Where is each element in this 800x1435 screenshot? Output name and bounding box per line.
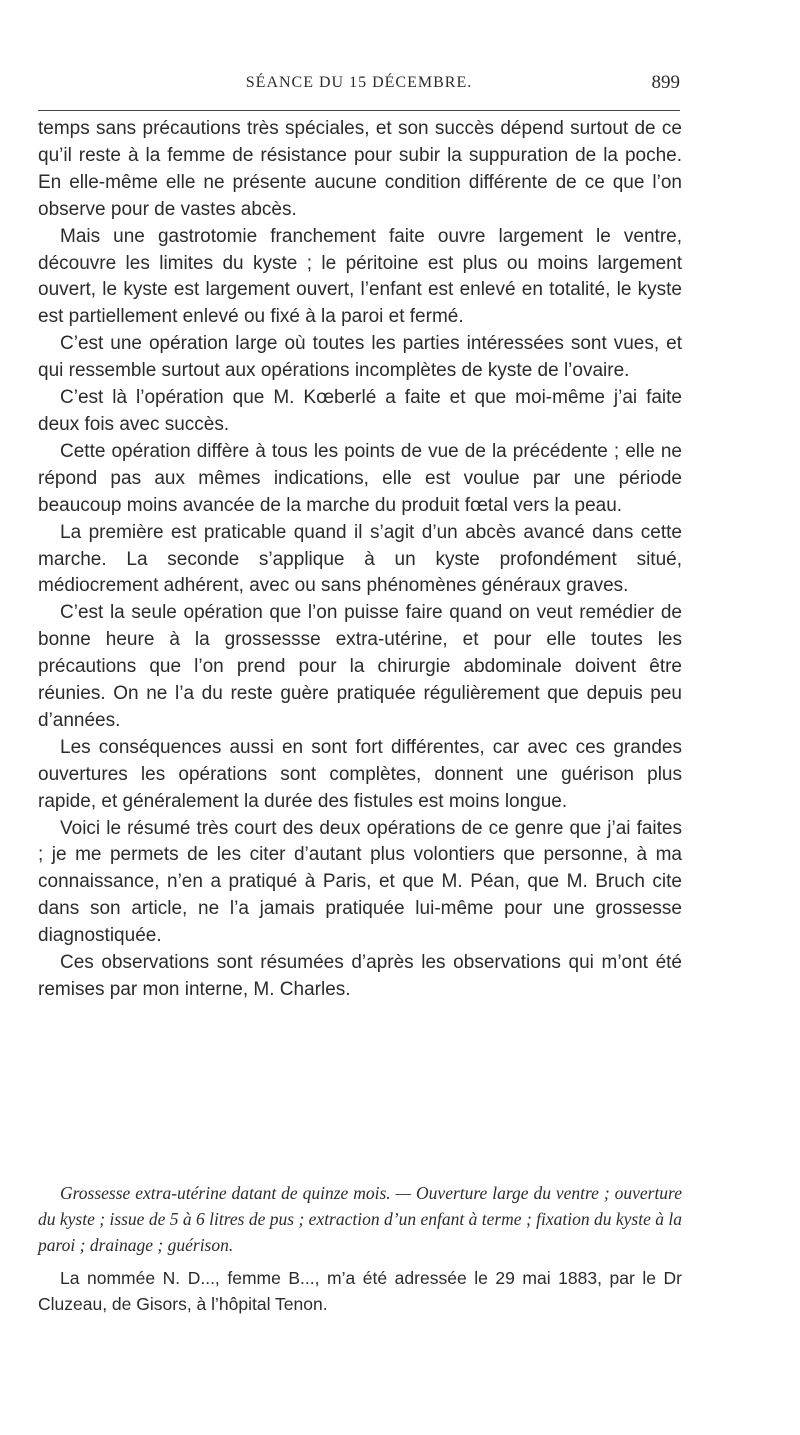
running-head: SÉANCE DU 15 DÉCEMBRE. xyxy=(245,74,473,91)
observation-paragraph: La nommée N. D..., femme B..., m’a été adressée le 29 mai 1883, par le Dr Cluzeau, de Gisors, à l’hôpital Tenon. xyxy=(38,1268,682,1314)
paragraph: C’est une opération large où toutes les parties intéressées sont vues, et qui ressemble surtout aux opérations incomplètes de kyste de l’ovaire. xyxy=(38,333,682,382)
header-rule xyxy=(38,110,680,111)
body-text xyxy=(38,116,682,1004)
paragraph: C’est là l’opération que M. Kœberlé a faite et que moi-même j’ai faite deux fois avec succès. xyxy=(38,387,682,435)
paragraph: La première est praticable quand il s’agit d’un abcès avancé dans cette marche. La seconde s’applique à un kyste profondément situé, médiocrement adhérent, avec ou sans phénomènes généraux graves. xyxy=(38,521,682,597)
page-number: 899 xyxy=(651,72,680,93)
page-header xyxy=(38,70,680,106)
paragraph: Ces observations sont résumées d’après les observations qui m’ont été remises par mon interne, M. Charles. xyxy=(38,952,682,1000)
observation-text xyxy=(38,1265,682,1317)
observation-title xyxy=(38,1180,682,1258)
paragraph: Les conséquences aussi en sont fort différentes, car avec ces grandes ouvertures les opérations sont complètes, donnent une guérison plus rapide, et généralement la durée des fistules est moins longue. xyxy=(38,736,682,812)
paragraph: Mais une gastrotomie franchement faite ouvre largement le ventre, découvre les limites du kyste ; le péritoine est plus ou moins largement ouvert, le kyste est largement ouvert, l’enfant est enlevé en totalité, le kyste est partiellement enlevé ou fixé à la paroi et fermé. xyxy=(38,225,682,328)
observation-title-text: Grossesse extra-utérine datant de quinze mois. — Ouverture large du ventre ; ouverture du kyste ; issue de 5 à 6 litres de pus ; extraction d’un enfant à terme ; fixation du kyste à la paroi ; drainage ; guérison. xyxy=(38,1183,682,1255)
paragraph: Cette opération diffère à tous les points de vue de la précédente ; elle ne répond pas aux mêmes indications, elle est voulue par une période beaucoup moins avancée de la marche du produit fœtal vers la peau. xyxy=(38,440,682,516)
paragraph: Voici le résumé très court des deux opérations de ce genre que j’ai faites ; je me permets de les citer d’autant plus volontiers que personne, à ma connaissance, n’en a pratiqué à Paris, et que M. Péan, que M. Bruch cite dans son article, ne l’a jamais pratiquée lui-même pour une grossesse diagnostiquée. xyxy=(38,817,682,947)
paragraph: C’est la seule opération que l’on puisse faire quand on veut remédier de bonne heure à la grossessse extra-utérine, et pour elle toutes les précautions que l’on prend pour la chirurgie abdominale doivent être réunies. On ne l’a du reste guère pratiquée régulièrement que depuis peu d’années. xyxy=(38,602,682,731)
paragraph: temps sans précautions très spéciales, et son succès dépend surtout de ce qu’il reste à la femme de résistance pour subir la suppuration de la poche. En elle-même elle ne présente aucune condition différente de ce que l’on observe pour de vastes abcès. xyxy=(38,118,682,220)
